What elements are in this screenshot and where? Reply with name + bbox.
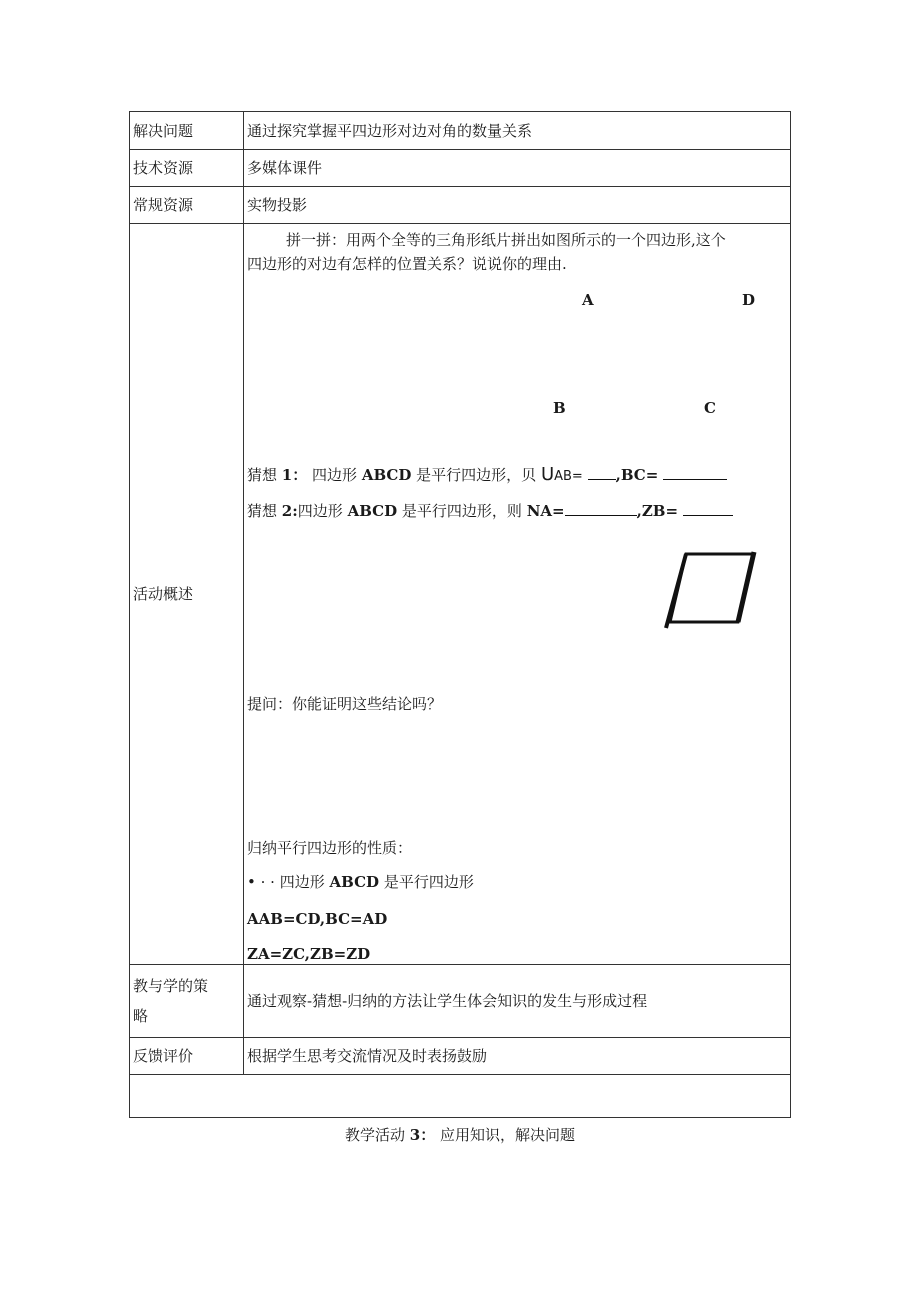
activity-content [244, 224, 791, 965]
row-strategy [130, 965, 791, 1038]
label-activity: 活动概述 [130, 224, 244, 965]
blank-zb [683, 501, 733, 516]
row-problem [130, 112, 791, 150]
vertex-d-label: D [742, 291, 756, 309]
row-regular [130, 187, 791, 224]
value-regular: 实物投影 [244, 187, 791, 224]
parallelogram-left-edge [666, 554, 686, 628]
parallelogram-figure [660, 550, 760, 630]
intro-line-2: 四边形的对边有怎样的位置关系？说说你的理由. [247, 255, 567, 273]
empty-cell [130, 1075, 791, 1118]
blank-ab [588, 465, 616, 480]
value-problem: 通过探究掌握平四边形对边对角的数量关系 [244, 112, 791, 150]
conjecture-1: 猜想 1： 四边形 ABCD 是平行四边形，贝 UAB= ,BC= [247, 465, 727, 487]
summary-title: 归纳平行四边形的性质： [247, 839, 413, 857]
intro-line-1: 拼一拼：用两个全等的三角形纸片拼出如图所示的一个四边形,这个 [286, 231, 726, 249]
blank-bc [663, 465, 727, 480]
row-feedback [130, 1038, 791, 1075]
activity-caption: 教学活动 3： 应用知识，解决问题 [344, 1126, 576, 1144]
parallelogram-right-edge [738, 552, 754, 622]
row-activity [130, 224, 791, 965]
label-problem: 解决问题 [130, 112, 244, 150]
label-feedback: 反馈评价 [130, 1038, 244, 1075]
value-tech: 多媒体课件 [244, 150, 791, 187]
value-feedback: 根据学生思考交流情况及时表扬鼓励 [244, 1038, 791, 1075]
row-empty [130, 1075, 791, 1118]
question: 提问：你能证明这些结论吗？ [247, 695, 443, 713]
lesson-table [129, 111, 791, 1118]
label-strategy: 教与学的策 略 [130, 965, 244, 1038]
property-angles: ZA=ZC,ZB=ZD [247, 945, 371, 963]
conjecture-2: 猜想 2:四边形 ABCD 是平行四边形，则 NA= ,ZB= [247, 501, 733, 521]
label-regular: 常规资源 [130, 187, 244, 224]
blank-na [565, 501, 637, 516]
vertex-a-label: A [582, 291, 594, 309]
value-strategy: 通过观察-猜想-归纳的方法让学生体会知识的发生与形成过程 [244, 965, 791, 1038]
vertex-c-label: C [704, 399, 716, 417]
summary-line: • · · 四边形 ABCD 是平行四边形 [247, 873, 474, 891]
row-tech [130, 150, 791, 187]
label-tech: 技术资源 [130, 150, 244, 187]
property-sides: AAB=CD,BC=AD [247, 910, 388, 928]
vertex-b-label: B [553, 399, 566, 417]
